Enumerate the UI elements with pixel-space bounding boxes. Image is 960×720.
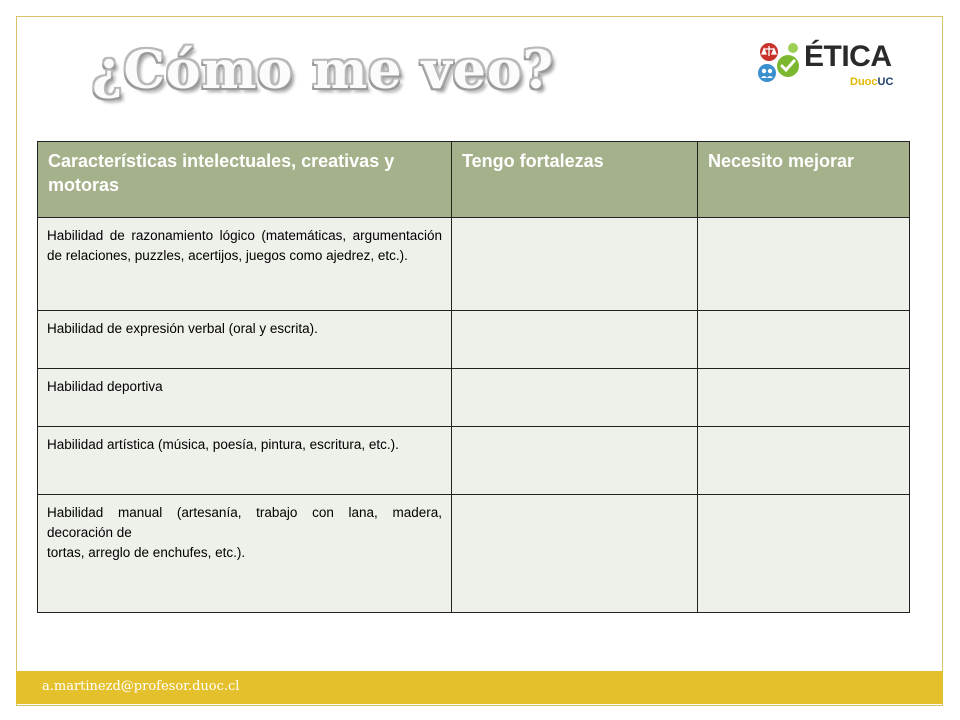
row-label: Habilidad de razonamiento lógico (matemáticas, argumentación de relaciones, puzzles, acertijos, juegos como ajedrez, etc.).	[38, 218, 452, 311]
fortaleza-cell[interactable]	[452, 218, 698, 311]
header-necesito-mejorar: Necesito mejorar	[698, 142, 910, 218]
logo-subtitle: DuocUC	[850, 76, 894, 88]
mejorar-cell[interactable]	[698, 427, 910, 495]
fortaleza-cell[interactable]	[452, 311, 698, 369]
row-label	[38, 495, 452, 613]
footer-bar	[16, 671, 943, 704]
row-label: Habilidad artística (música, poesía, pintura, escritura, etc.).	[38, 427, 452, 495]
footer-email: a.martinezd@profesor.duoc.cl	[42, 679, 240, 694]
abilities-table	[37, 141, 910, 613]
logo-wordmark: ÉTICA	[804, 40, 892, 73]
fortaleza-cell[interactable]	[452, 427, 698, 495]
ethics-logo-icon	[758, 40, 802, 86]
fortaleza-cell[interactable]	[452, 495, 698, 613]
mejorar-cell[interactable]	[698, 369, 910, 427]
slide-title: ¿Cómo me veo?	[92, 40, 555, 101]
row-label-line-2: tortas, arreglo de enchufes, etc.).	[47, 545, 246, 560]
table-row	[38, 495, 910, 613]
table-row	[38, 218, 910, 311]
table-header-row	[38, 142, 910, 218]
mejorar-cell[interactable]	[698, 218, 910, 311]
fortaleza-cell[interactable]	[452, 369, 698, 427]
table-row	[38, 427, 910, 495]
mejorar-cell[interactable]	[698, 311, 910, 369]
table-row	[38, 311, 910, 369]
etica-duoc-logo	[758, 36, 898, 92]
row-label: Habilidad de expresión verbal (oral y escrita).	[38, 311, 452, 369]
header-caracteristicas: Características intelectuales, creativas y motoras	[38, 142, 452, 218]
header-tengo-fortalezas: Tengo fortalezas	[452, 142, 698, 218]
row-label: Habilidad deportiva	[38, 369, 452, 427]
table-row	[38, 369, 910, 427]
row-label-line-1: Habilidad manual (artesanía, trabajo con lana, madera, decoración de	[47, 505, 442, 540]
mejorar-cell[interactable]	[698, 495, 910, 613]
